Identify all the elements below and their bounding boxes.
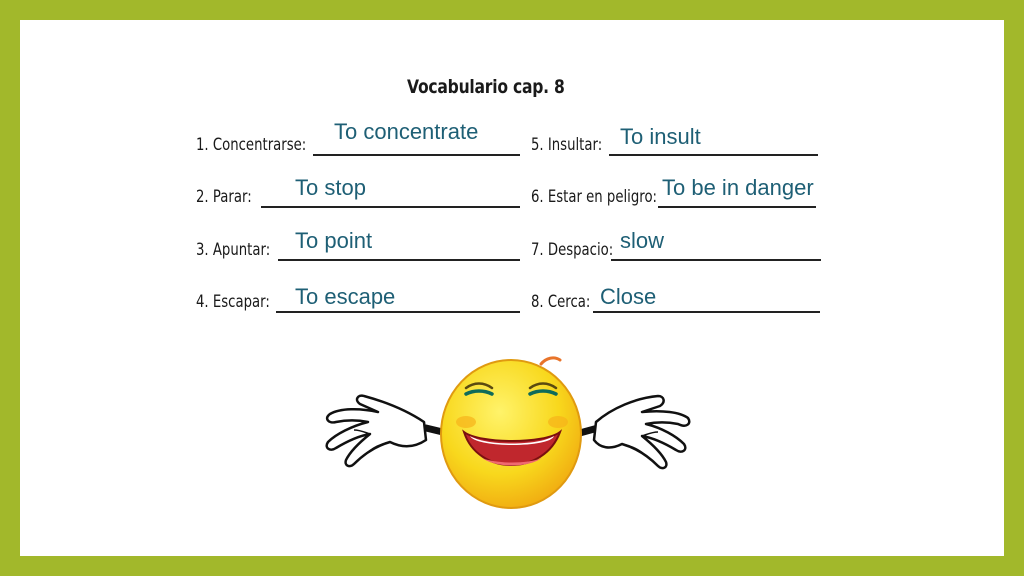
vocab-label-2: 2. Parar: bbox=[196, 187, 252, 207]
left-glove-icon bbox=[327, 396, 426, 466]
vocab-label-8: 8. Cerca: bbox=[531, 292, 591, 312]
vocab-item-8 bbox=[531, 281, 823, 315]
vocab-item-7 bbox=[531, 229, 823, 263]
smiley-face-icon bbox=[306, 336, 696, 526]
answer-line-4 bbox=[276, 311, 520, 313]
answer-text-2: To stop bbox=[295, 175, 366, 200]
answer-text-6: To be in danger bbox=[662, 175, 814, 200]
vocab-label-4: 4. Escapar: bbox=[196, 292, 270, 312]
answer-text-5: To insult bbox=[620, 124, 701, 149]
answer-text-4: To escape bbox=[295, 284, 396, 309]
answer-line-6 bbox=[658, 206, 816, 208]
answer-line-8 bbox=[593, 311, 820, 313]
vocab-label-1: 1. Concentrarse: bbox=[196, 135, 307, 155]
vocab-label-5: 5. Insultar: bbox=[531, 135, 603, 155]
answer-text-7: slow bbox=[620, 228, 665, 253]
answer-line-3 bbox=[278, 259, 520, 261]
answer-line-2 bbox=[261, 206, 520, 208]
answer-line-1 bbox=[313, 154, 520, 156]
vocab-label-7: 7. Despacio: bbox=[531, 240, 614, 260]
vocab-label-6: 6. Estar en peligro: bbox=[531, 187, 658, 207]
answer-text-8: Close bbox=[600, 284, 657, 309]
answer-text-3: To point bbox=[295, 228, 373, 253]
answer-text-1: To concentrate bbox=[334, 119, 479, 144]
answer-line-5 bbox=[609, 154, 818, 156]
vocab-label-3: 3. Apuntar: bbox=[196, 240, 271, 260]
right-glove-icon bbox=[594, 396, 689, 468]
answer-line-7 bbox=[611, 259, 821, 261]
worksheet-title: Vocabulario cap. 8 bbox=[407, 76, 565, 98]
